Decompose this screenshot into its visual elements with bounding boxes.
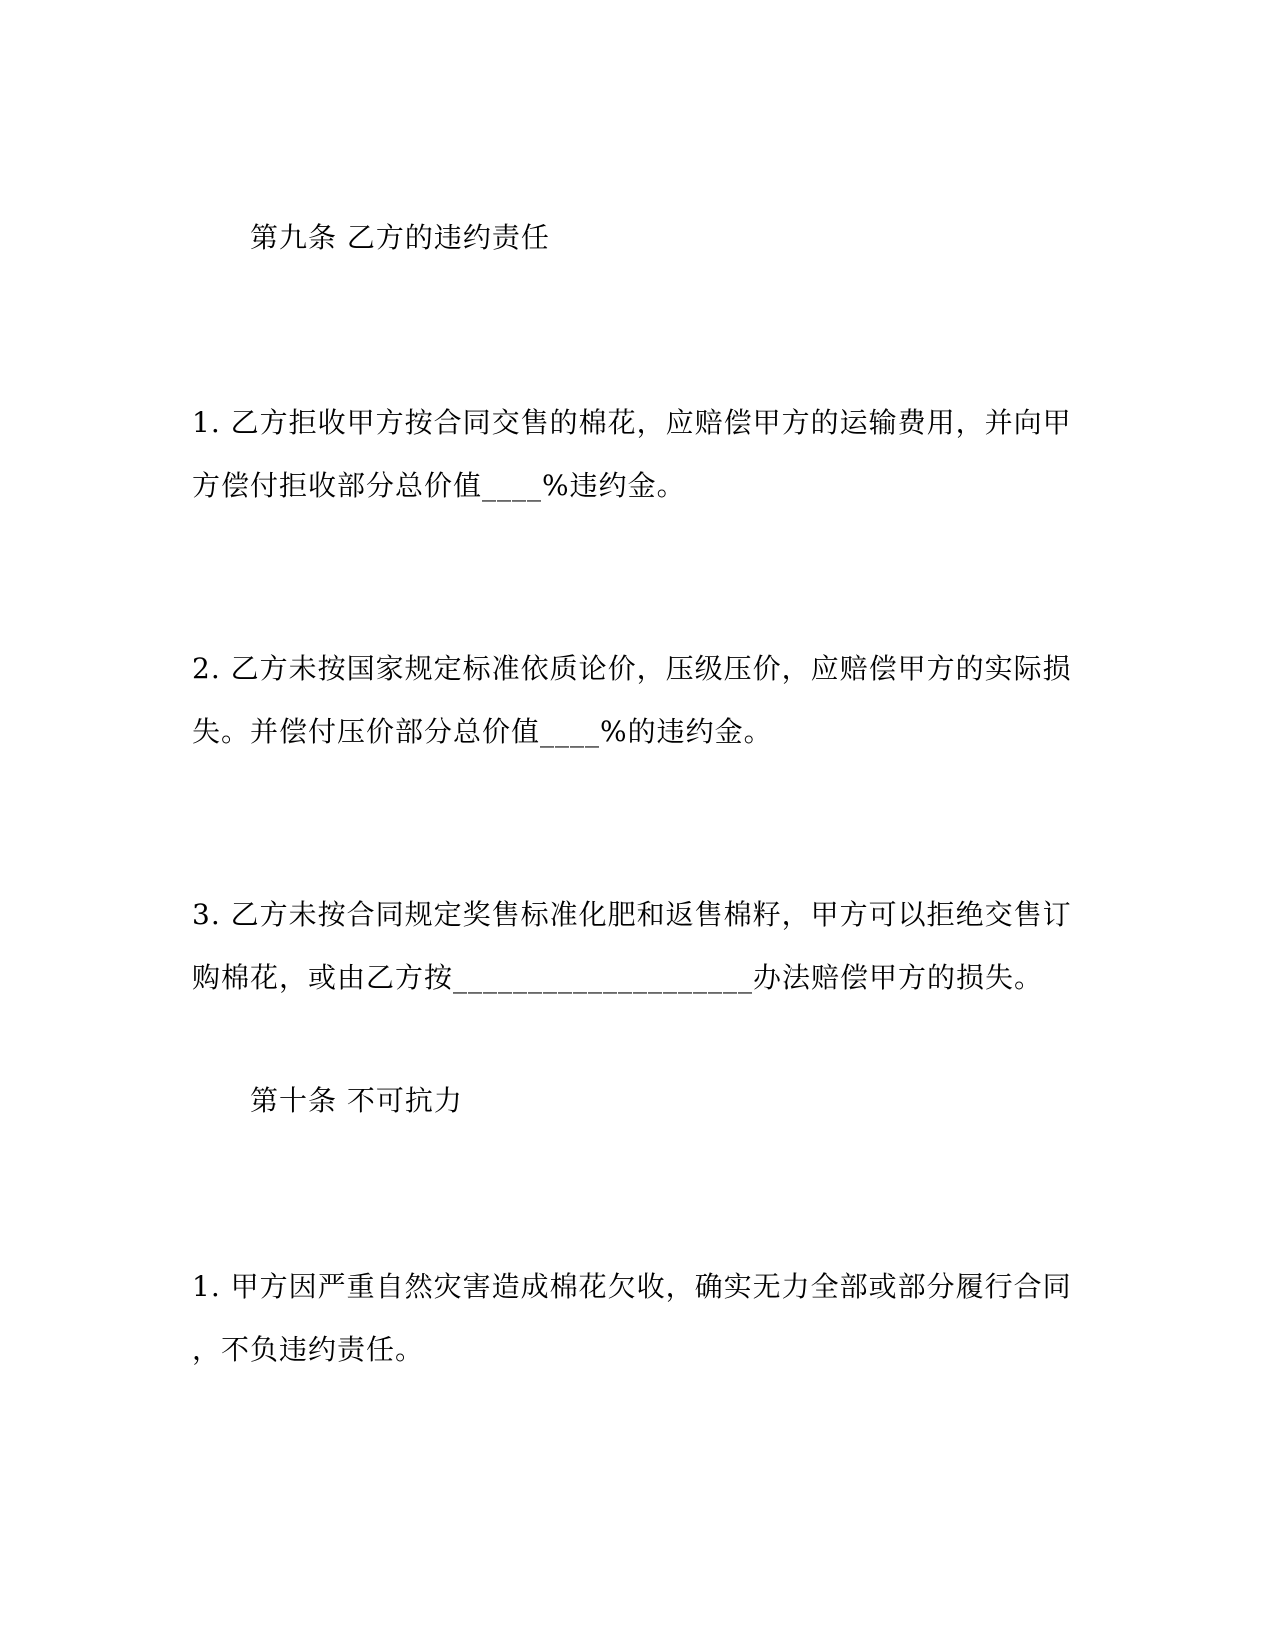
- article-9-clause-1-line-1: 1. 乙方拒收甲方按合同交售的棉花，应赔偿甲方的运输费用，并向甲: [192, 406, 1072, 439]
- article-10-clause-1-line-2: ，不负违约责任。: [192, 1333, 425, 1366]
- article-9-clause-1-line-2: 方偿付拒收部分总价值____%违约金。: [192, 469, 686, 502]
- article-10-heading: 第十条 不可抗力: [250, 1084, 463, 1117]
- article-9-clause-3-line-1: 3. 乙方未按合同规定奖售标准化肥和返售棉籽，甲方可以拒绝交售订: [192, 898, 1072, 931]
- article-9-clause-3-line-2: 购棉花，或由乙方按____________________办法赔偿甲方的损失。: [192, 961, 1044, 994]
- article-9-clause-2-line-2: 失。并偿付压价部分总价值____%的违约金。: [192, 715, 773, 748]
- article-10-clause-1-line-1: 1. 甲方因严重自然灾害造成棉花欠收，确实无力全部或部分履行合同: [192, 1270, 1072, 1303]
- article-9-clause-2-line-1: 2. 乙方未按国家规定标准依质论价，压级压价，应赔偿甲方的实际损: [192, 652, 1072, 685]
- article-9-heading: 第九条 乙方的违约责任: [250, 221, 550, 254]
